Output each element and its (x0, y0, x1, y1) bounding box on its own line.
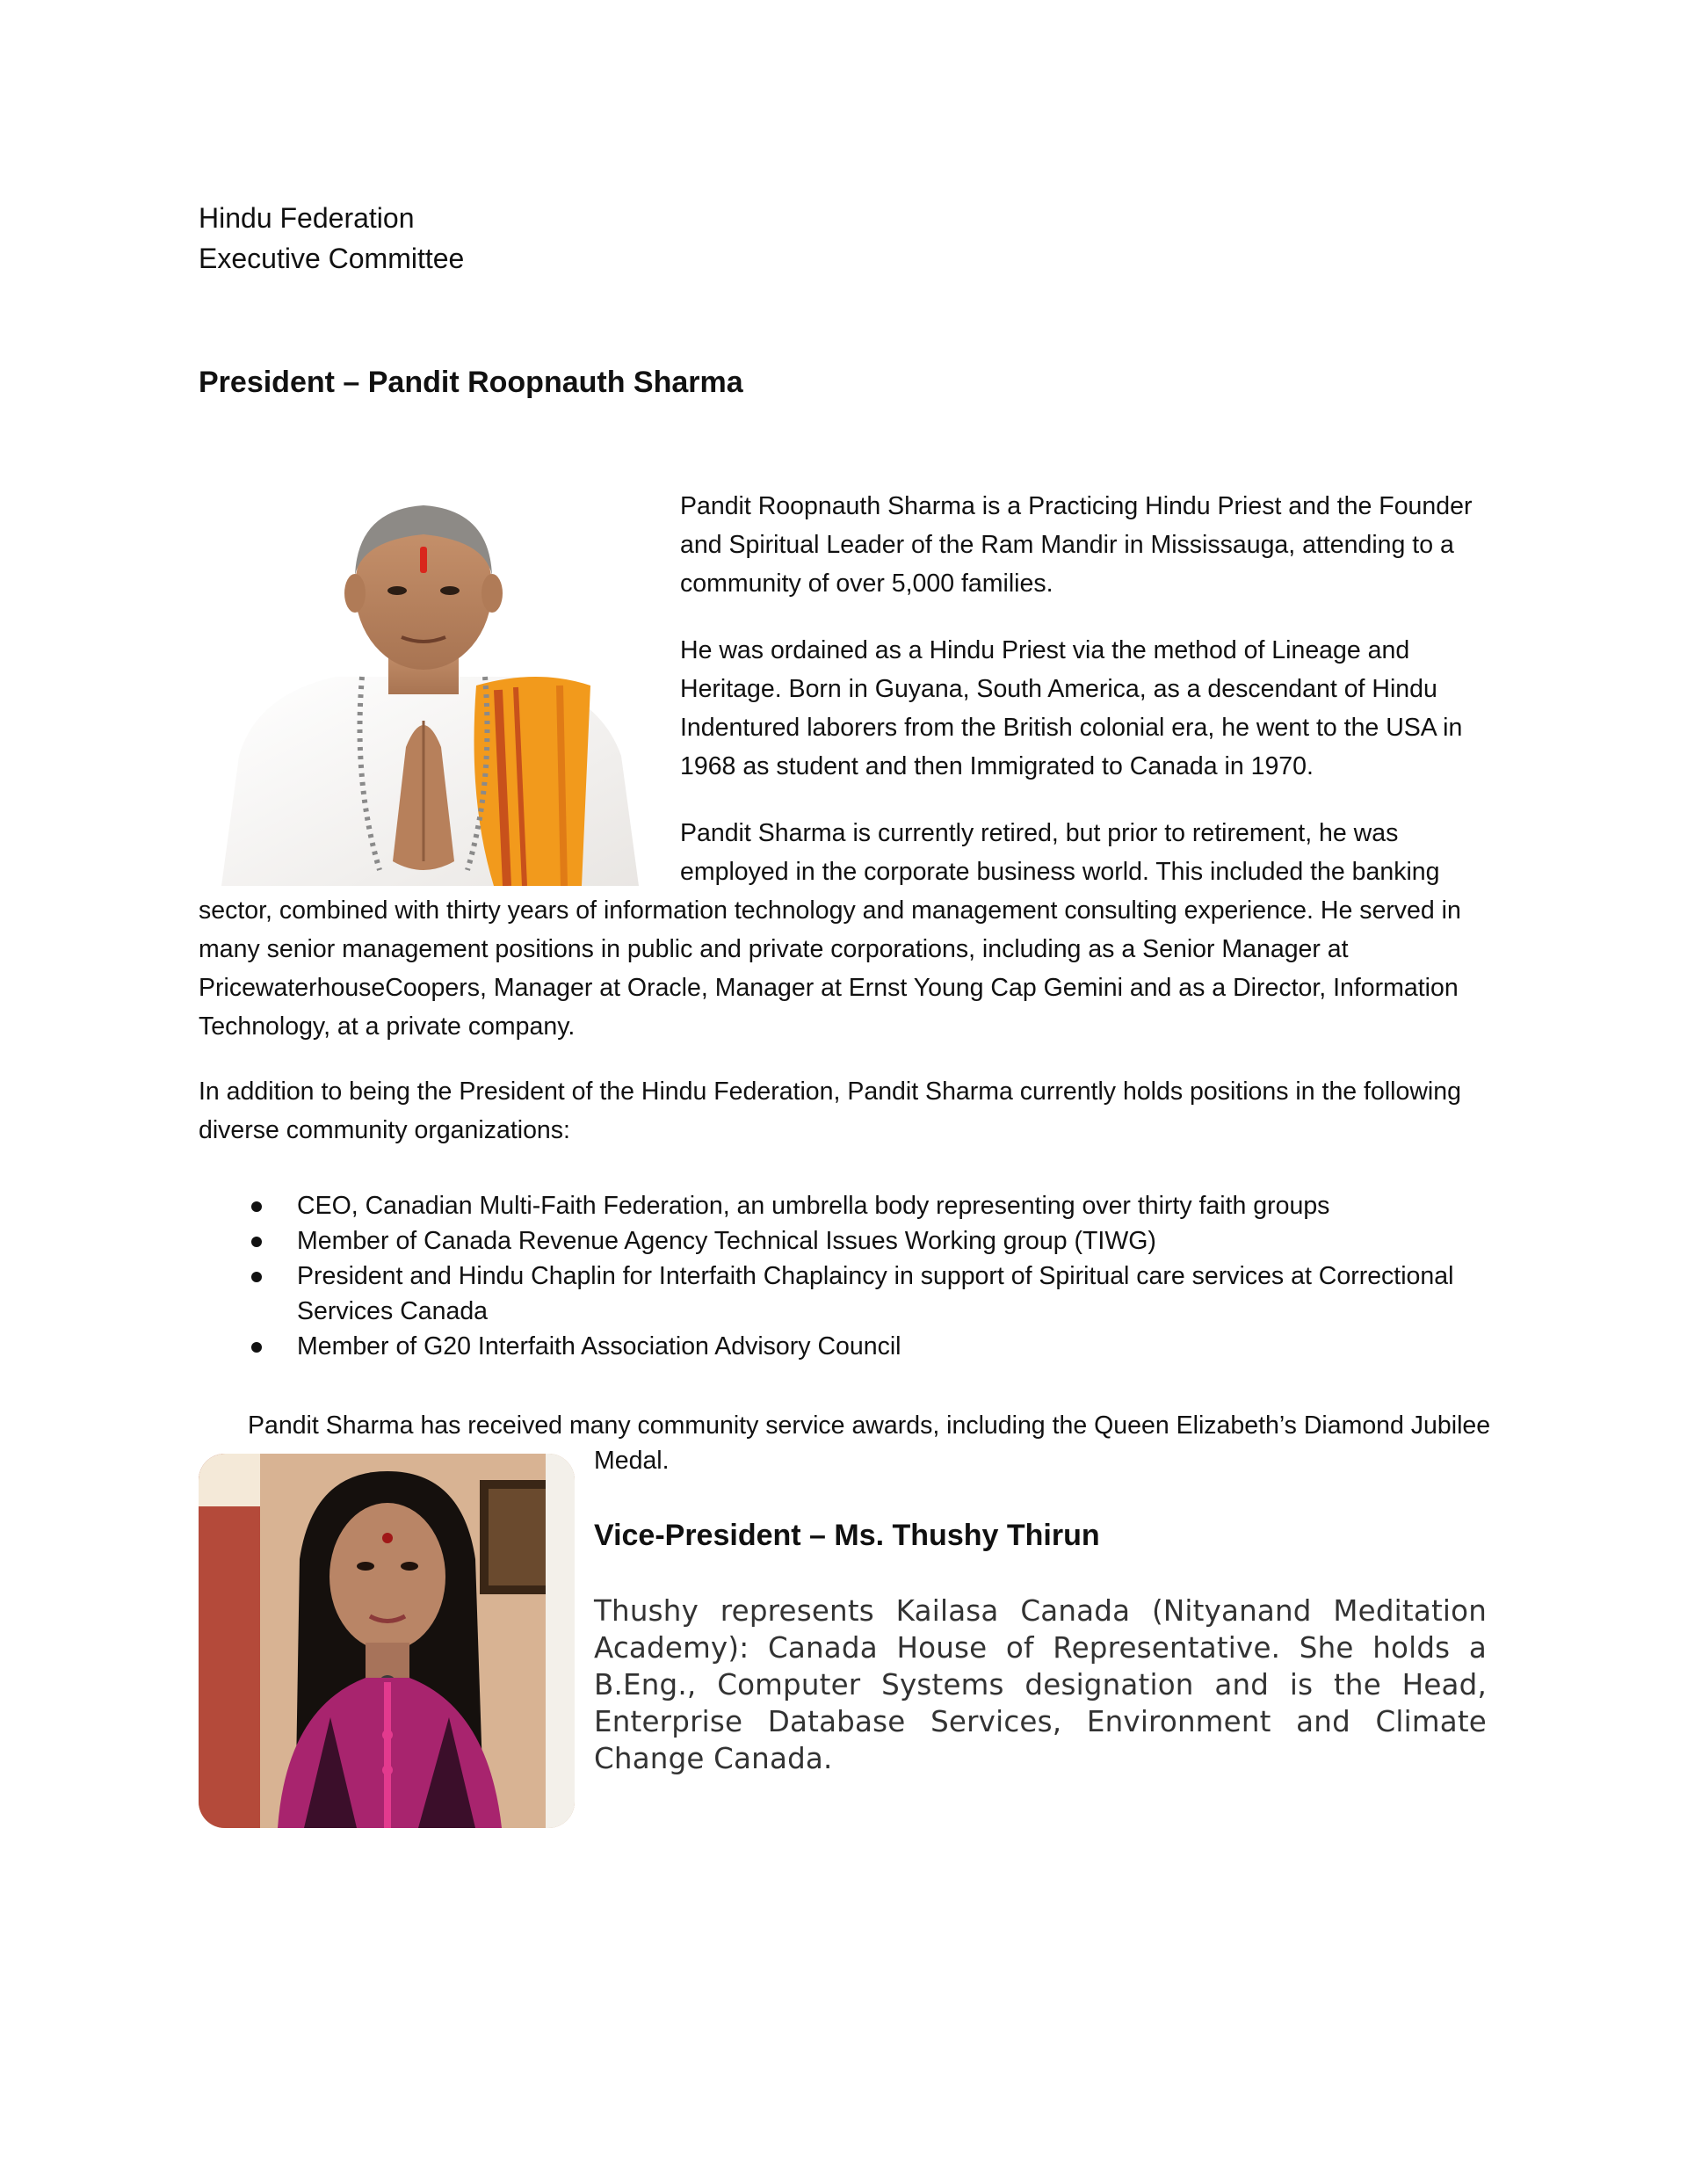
positions-list (199, 1188, 1490, 1364)
president-positions-intro: In addition to being the President of the Hindu Federation, Pandit Sharma currently holds positions in the following diverse community organizations: (199, 1077, 1461, 1144)
awards-text-continued: Medal. (594, 1447, 670, 1475)
president-portrait-illustration (204, 492, 650, 886)
awards-text: Pandit Sharma has received many community service awards, including the Queen Elizabeth’s Diamond Jubilee (248, 1411, 1491, 1440)
president-bio-paragraph: He was ordained as a Hindu Priest via the method of Lineage and Heritage. Born in Guyana, South America, as a descendant of Hindu Indentured laborers from the British colonial era, he went to the USA in 1968 as student and then Immigrated to Canada in 1970. (680, 636, 1463, 780)
president-bio-paragraph: Pandit Sharma is currently retired, but prior to retirement, he was employed in the corporate business world. This included the banking (680, 819, 1440, 886)
list-item: Member of G20 Interfaith Association Advisory Council (199, 1329, 1490, 1364)
vice-president-heading: Vice-President – Ms. Thushy Thirun (594, 1519, 1100, 1552)
vice-president-photo (199, 1454, 575, 1828)
org-name: Hindu Federation (199, 202, 415, 234)
vice-president-bio: Thushy represents Kailasa Canada (Nityanand Meditation Academy): Canada House of Representative. She holds a B.Eng., Computer Systems designation and is the Head, Enterprise Database Services, Environment and Climate Change Canada. (594, 1594, 1487, 1775)
list-item: Member of Canada Revenue Agency Technical Issues Working group (TIWG) (199, 1223, 1490, 1259)
list-item: President and Hindu Chaplin for Interfaith Chaplaincy in support of Spiritual care services at Correctional Services Canada (199, 1259, 1490, 1329)
president-bio-paragraph: sector, combined with thirty years of information technology and management consulting experience. He served in many senior management positions in public and private corporations, including as a Senior Manager at PricewaterhouseCoopers, Manager at Oracle, Manager at Ernst Young Cap Gemini and as a Director, Information Technology, at a private company. (199, 896, 1461, 1041)
vice-president-portrait-illustration (199, 1454, 575, 1828)
list-item: CEO, Canadian Multi-Faith Federation, an umbrella body representing over thirty faith groups (199, 1188, 1490, 1223)
committee-name: Executive Committee (199, 243, 465, 274)
president-heading: President – Pandit Roopnauth Sharma (199, 366, 743, 399)
president-bio-paragraph: Pandit Roopnauth Sharma is a Practicing Hindu Priest and the Founder and Spiritual Leader of the Ram Mandir in Mississauga, attending to a community of over 5,000 families. (680, 492, 1473, 598)
president-photo (204, 492, 650, 886)
